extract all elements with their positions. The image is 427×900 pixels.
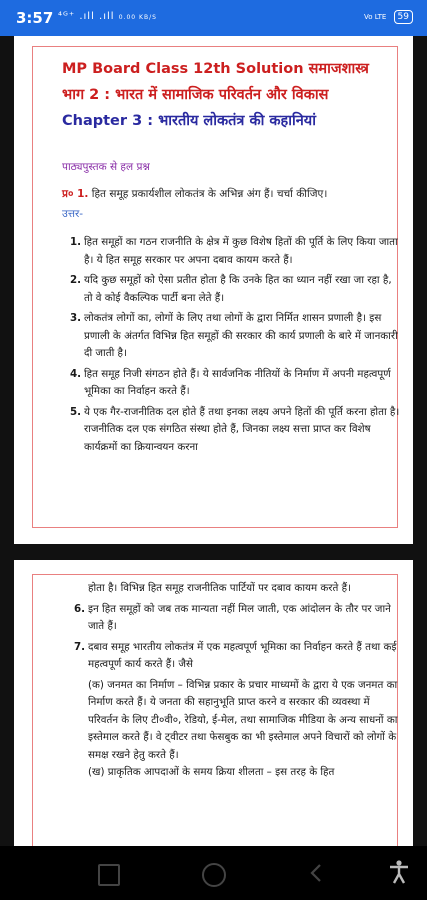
volte-icon: Vo LTE [363,13,387,21]
accessibility-icon[interactable] [385,858,413,886]
title-line-1: MP Board Class 12th Solution समाजशास्त्र [62,61,369,77]
network-rate: 0.00 KB/S [118,14,157,21]
document-page-1 [14,36,413,544]
list-item: 7. दबाव समूह भारतीय लोकतंत्र में एक महत्वपूर्ण भूमिका का निर्वाहन करते हैं तथा कई महत्वपूर्ण कार्य करते हैं। जैसे [74,640,397,670]
status-right [364,10,413,24]
list-item: 3. लोकतंत्र लोगों का, लोगों के लिए तथा लोगों के द्वारा निर्मित शासन प्रणाली है। इस प्रणाली के अंतर्गत विभिन्न हित समूहों की सरकार की कार्य प्रणाली के बारे में जानकारी दी जाती है। [70,312,398,359]
continuation-text: होता है। विभिन्न हित समूह राजनीतिक पार्टियों पर दबाव कायम करते हैं। [88,582,352,594]
question-text: हित समूह प्रकार्यशील लोकतंत्र के अभिन्न अंग हैं। चर्चा कीजिए। [91,188,328,200]
list-item: 4. हित समूह निजी संगठन होते हैं। ये सार्वजनिक नीतियों के निर्माण में अपनी महत्वपूर्ण भूमिका का निर्वाहन करते हैं। [70,367,391,397]
answer-list [70,234,400,459]
question [62,186,402,202]
title-line-2: भाग 2 : भारत में सामाजिक परिवर्तन और विकास [62,87,329,103]
list-item: 2. यदि कुछ समूहों को ऐसा प्रतीत होता है कि उनके हित का ध्यान नहीं रखा जा रहा है, तो वे कोई वैकल्पिक पार्टी बना लेते हैं। [70,274,392,304]
page-title [62,56,402,134]
document-viewer[interactable] [0,36,427,846]
recent-apps-icon[interactable] [98,864,120,886]
home-icon[interactable] [202,863,226,887]
navigation-bar [0,846,427,900]
document-page-2 [14,560,413,850]
question-number: प्र० 1. [62,188,89,200]
list-item: 5. ये एक गैर-राजनीतिक दल होते हैं तथा इनका लक्ष्य अपने हितों की पूर्ति करना होता है। राजनीतिक दल एक संगठित संस्था होते हैं, जिनका लक्ष्य सत्ता प्राप्त कर विशेष कार्यक्रमों का क्रियान्वयन करना [70,405,400,453]
title-line-3: Chapter 3 : भारतीय लोकतंत्र की कहानियां [62,113,316,129]
section-heading: पाठ्यपुस्तक से हल प्रश्न [62,161,150,173]
battery-icon: 59 [394,10,413,24]
signal-icon: ⁴ᴳ⁺ .ıll .ıll 0.00 KB/S [58,11,157,22]
list-item: 6. इन हित समूहों को जब तक मान्यता नहीं मिल जाती, एक आंदोलन के तौर पर जाने जाते हैं। [74,602,391,632]
sub-item-b: (ख) प्राकृतिक आपदाओं के समय क्रिया शीलता – इस तरह के हित [88,766,335,778]
sub-item-a: (क) जनमत का निर्माण – विभिन्न प्रकार के प्रचार माध्यमों के द्वारा ये एक जनमत का निर्माण करते हैं। ये जनता की सहानुभूति प्राप्त करने व सरकार की व्यवस्था में परिवर्तन के लिए टी०वी०, रेडियो, ई-मेल, तथा सामाजिक मीडिया के अन्य साधनों का इस्तेमाल करते हैं। वे ट्वीटर तथा फेसबुक का भी इस्तेमाल अपने विचारों को लोगों के समक्ष रखने हेतु करते हैं। [88,678,398,761]
answer-label: उत्तर- [62,208,84,220]
list-item: 1. हित समूहों का गठन राजनीति के क्षेत्र में कुछ विशेष हितों की पूर्ति के लिए किया जाता है। ये हित समूह सरकार पर अपना दबाव कायम करते हैं। [70,236,398,266]
status-bar [0,0,427,36]
back-icon[interactable] [306,862,332,888]
answer-list-continued [74,580,400,782]
status-time: 3:57 [16,9,54,27]
